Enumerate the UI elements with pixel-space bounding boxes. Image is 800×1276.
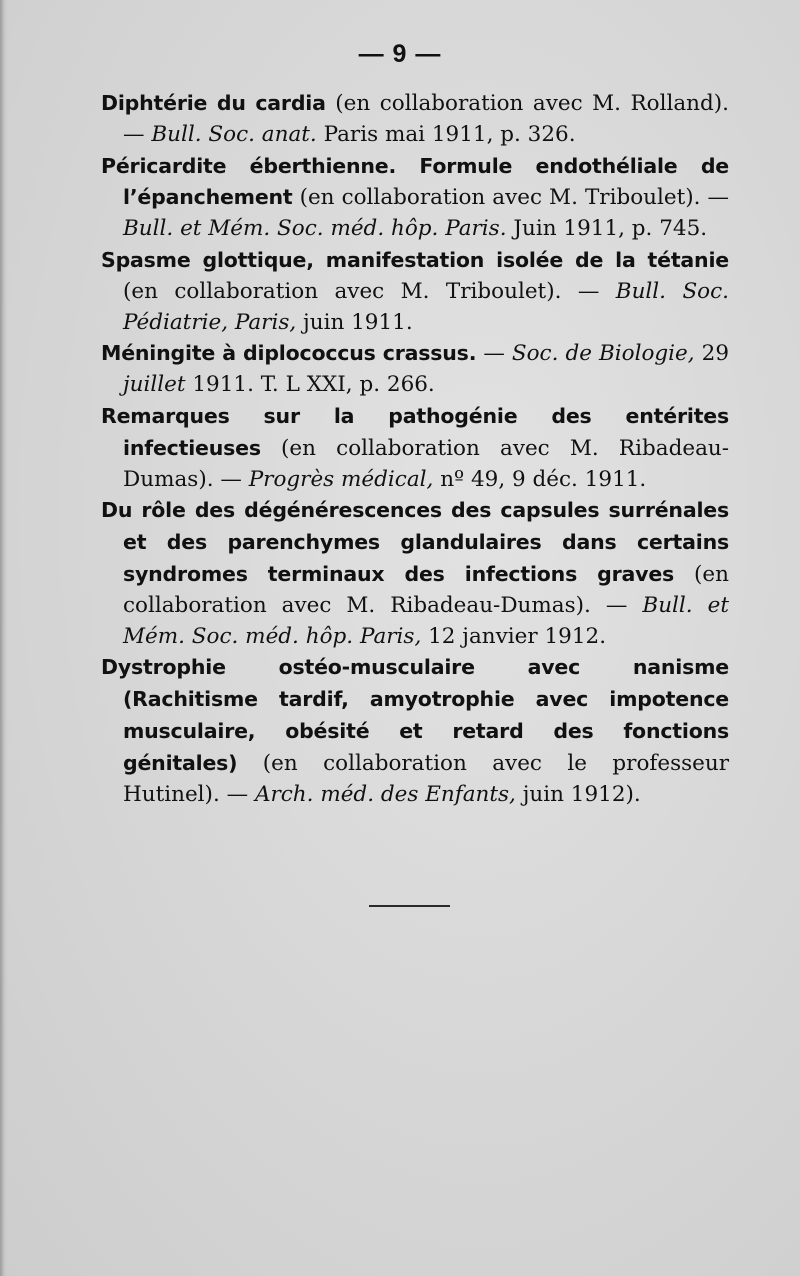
end-rule [369, 905, 450, 907]
entry-collaboration: (en collaboration avec M. Triboulet). — [292, 185, 729, 211]
bibliography-list [101, 88, 729, 810]
page-number: — 9 — [358, 40, 442, 68]
bibliography-entry [101, 401, 729, 495]
entry-date: juin 1911. [296, 309, 413, 335]
bibliography-entry [101, 245, 729, 338]
entry-date: juin 1912). [515, 781, 641, 807]
entry-source: Bull. Soc. Pédiatrie, Paris, [123, 278, 729, 335]
bibliography-entry [101, 151, 729, 245]
entry-source: Bull. Soc. anat. [151, 121, 317, 147]
entry-title: Diphtérie du cardia [101, 91, 326, 115]
entry-day: 29 [694, 341, 730, 367]
entry-title: Méningite à diplococcus crassus. [101, 341, 477, 366]
entry-title: Du rôle des dégénérescences des capsules surrénales et des parenchymes glandulaires dans certains syndromes terminaux des infections graves [101, 498, 729, 586]
entry-date: nº 49, 9 déc. 1911. [433, 466, 647, 492]
bibliography-entry [101, 652, 729, 810]
page-binding-edge [0, 0, 8, 1276]
entry-separator: — [476, 341, 512, 367]
entry-date: Paris mai 1911, p. 326. [316, 121, 576, 147]
entry-collaboration: (en collaboration avec M. Ribadeau-Dumas). — [123, 561, 729, 618]
entry-title: Péricardite éberthienne. Formule endothéliale de l’épanchement [101, 153, 729, 210]
entry-collaboration: (en collaboration avec le professeur Hutinel). — [123, 750, 729, 807]
entry-date: 12 janvier 1912. [421, 623, 607, 649]
bibliography-entry [101, 88, 729, 151]
entry-month: juillet [123, 372, 186, 398]
bibliography-entry [101, 495, 729, 652]
entry-source: Soc. de Biologie, [511, 341, 695, 367]
bibliography-entry [101, 338, 729, 401]
entry-title: Spasme glottique, manifestation isolée de la tétanie [101, 247, 729, 272]
entry-collaboration: (en collaboration avec M. Ribadeau-Dumas). — [123, 435, 729, 492]
entry-title: Remarques sur la pathogénie des entérites infectieuses [101, 403, 729, 460]
entry-collaboration: (en collaboration avec M. Triboulet). — [123, 278, 616, 304]
entry-source: Arch. méd. des Enfants, [254, 781, 516, 807]
entry-source: Bull. et Mém. Soc. méd. hôp. Paris, [123, 592, 729, 649]
entry-date: 1911. T. L XXI, p. 266. [185, 372, 435, 398]
entry-source: Bull. et Mém. Soc. méd. hôp. Paris. [123, 216, 507, 242]
entry-collaboration: (en collaboration avec M. Rolland). — [123, 91, 729, 147]
entry-date: Juin 1911, p. 745. [506, 216, 708, 242]
entry-source: Progrès médical, [248, 466, 434, 492]
entry-title: Dystrophie ostéo-musculaire avec nanisme (Rachitisme tardif, amyotrophie avec impotence musculaire, obésité et retard des fonctions génitales) [101, 655, 729, 775]
